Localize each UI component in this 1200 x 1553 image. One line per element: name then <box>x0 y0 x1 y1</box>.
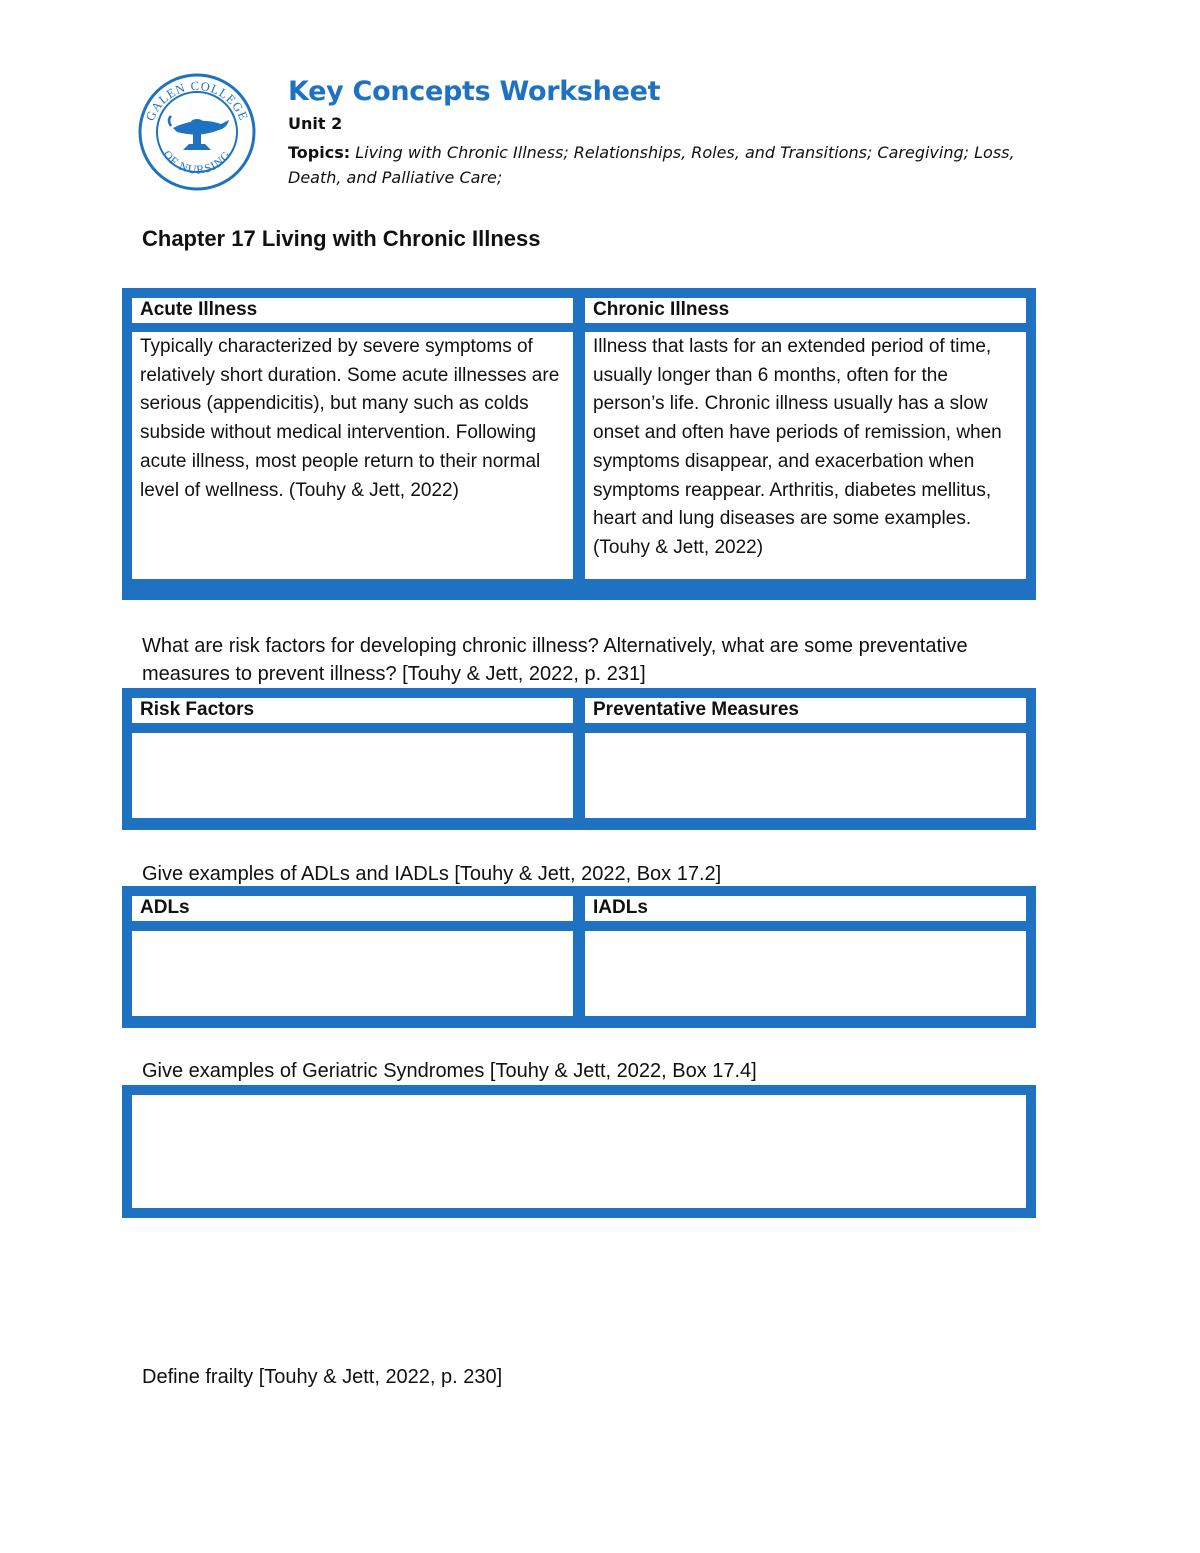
preventative-measures-header: Preventative Measures <box>585 698 1026 723</box>
risk-factors-answer-field[interactable] <box>132 733 573 818</box>
risk-factors-table <box>122 688 1036 830</box>
adl-table <box>122 886 1036 1028</box>
frailty-prompt: Define frailty [Touhy & Jett, 2022, p. 230] <box>142 1366 503 1388</box>
logo-text-bottom: OF NURSING <box>160 147 234 177</box>
preventative-measures-answer-field[interactable] <box>585 733 1026 818</box>
svg-text:OF NURSING <box>160 148 234 177</box>
acute-illness-header: Acute Illness <box>132 298 573 323</box>
iadls-answer-field[interactable] <box>585 931 1026 1016</box>
chronic-illness-description: Illness that lasts for an extended period of time, usually longer than 6 months, often for the person’s life. Chronic illness usually has a slow onset and often have periods of remission, when symptoms disappear, and exacerbation when symptoms reappear. Arthritis, diabetes mellitus, heart and lung diseases are some examples. (Touhy & Jett, 2022) <box>585 332 1026 579</box>
adls-answer-field[interactable] <box>132 931 573 1016</box>
iadls-header: IADLs <box>585 896 1026 921</box>
unit-label: Unit 2 <box>288 114 343 133</box>
acute-illness-description: Typically characterized by severe symptoms of relatively short duration. Some acute illnesses are serious (appendicitis), but many such as colds subside without medical intervention. Following acute illness, most people return to their normal level of wellness. (Touhy & Jett, 2022) <box>132 332 573 579</box>
risk-factors-prompt: What are risk factors for developing chronic illness? Alternatively, what are some preventative measures to prevent illness? [Touhy & Jett, 2022, p. 231] <box>142 635 968 685</box>
lamp-icon <box>169 116 229 150</box>
illness-table <box>122 288 1036 600</box>
geriatric-syndromes-box <box>122 1085 1036 1218</box>
worksheet-title: Key Concepts Worksheet <box>288 76 661 107</box>
adl-prompt: Give examples of ADLs and IADLs [Touhy & Jett, 2022, Box 17.2] <box>142 863 722 885</box>
chapter-title: Chapter 17 Living with Chronic Illness <box>142 226 541 251</box>
logo-text-top: GALEN COLLEGE <box>142 78 252 123</box>
topics-label: Topics: <box>288 143 351 162</box>
risk-factors-header: Risk Factors <box>132 698 573 723</box>
topics-line <box>288 140 1048 190</box>
college-logo <box>137 72 257 192</box>
adls-header: ADLs <box>132 896 573 921</box>
chronic-illness-header: Chronic Illness <box>585 298 1026 323</box>
topics-value: Living with Chronic Illness; Relationships, Roles, and Transitions; Caregiving; Loss, Death, and Palliative Care; <box>288 143 1015 187</box>
geriatric-syndromes-prompt: Give examples of Geriatric Syndromes [Touhy & Jett, 2022, Box 17.4] <box>142 1060 757 1082</box>
geriatric-syndromes-answer-field[interactable] <box>132 1095 1026 1208</box>
